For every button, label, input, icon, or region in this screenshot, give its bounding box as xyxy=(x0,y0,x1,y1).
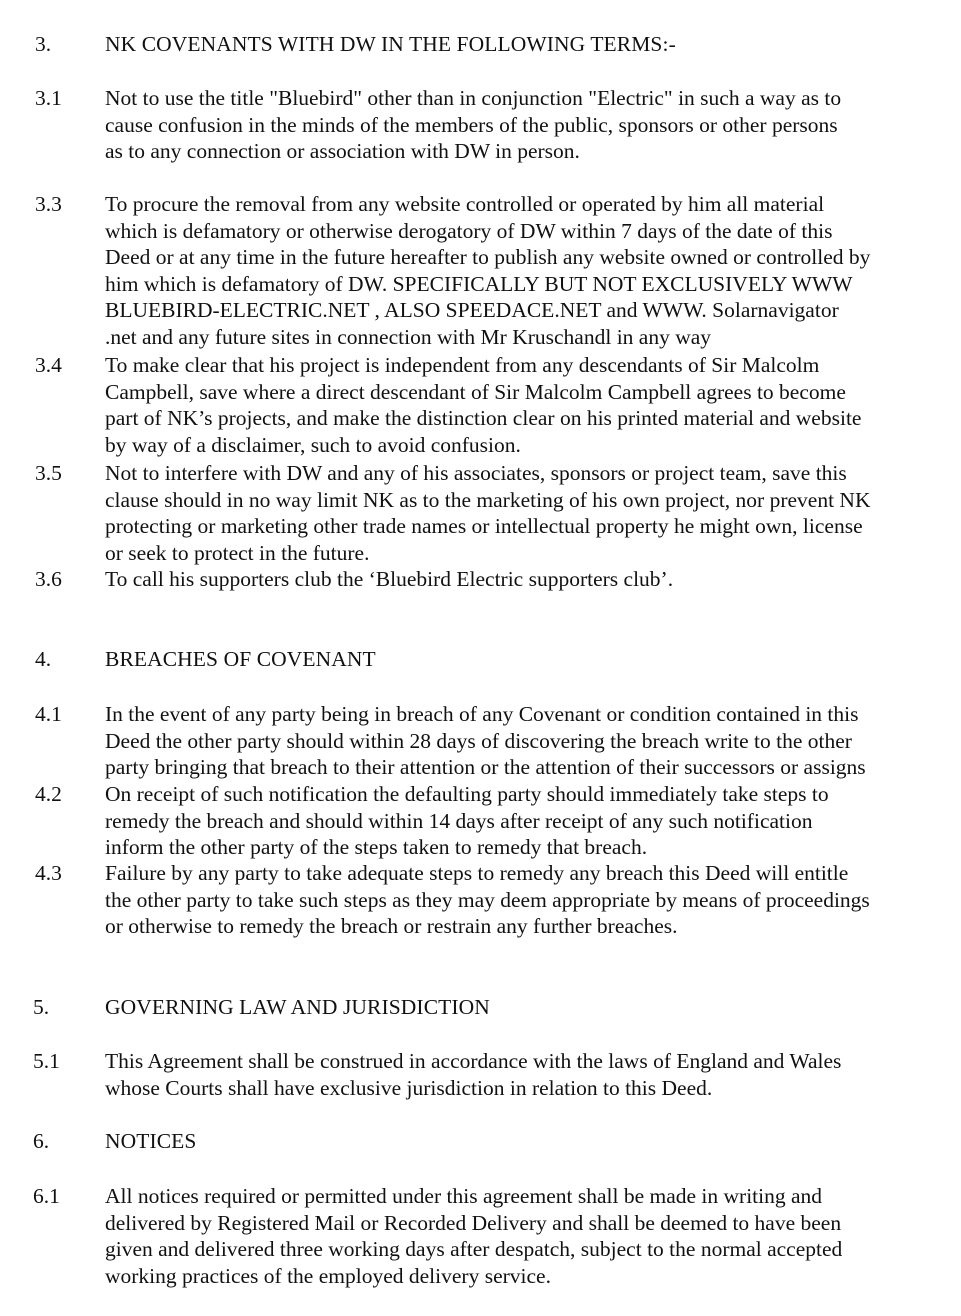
section-number: 4. xyxy=(35,647,52,671)
clause-text xyxy=(105,701,945,781)
clause-line: working practices of the employed delivery service. xyxy=(105,1263,551,1288)
section-title: NK COVENANTS WITH DW IN THE FOLLOWING TERMS:- xyxy=(105,32,676,56)
clause-line: given and delivered three working days after despatch, subject to the normal accepted xyxy=(105,1237,843,1261)
clause-line: Not to interfere with DW and any of his associates, sponsors or project team, save this xyxy=(105,461,847,485)
clause-text xyxy=(105,191,945,350)
clause-line: by way of a disclaimer, such to avoid confusion. xyxy=(105,432,521,457)
clause-number: 3.6 xyxy=(35,567,62,591)
section-title: BREACHES OF COVENANT xyxy=(105,647,376,671)
clause-number: 3.5 xyxy=(35,461,62,485)
section-number: 6. xyxy=(33,1129,50,1153)
clause-line: delivered by Registered Mail or Recorded Delivery and shall be deemed to have been xyxy=(105,1210,842,1235)
clause-line: .net and any future sites in connection with Mr Kruschandl in any way xyxy=(105,324,712,349)
clause-line: In the event of any party being in breach of any Covenant or condition contained in this xyxy=(105,702,859,726)
clause-number: 3.4 xyxy=(35,353,62,377)
clause-line: To make clear that his project is independent from any descendants of Sir Malcolm xyxy=(105,353,820,377)
clause-text xyxy=(105,352,945,458)
clause-number: 3.3 xyxy=(35,192,62,216)
section-title: GOVERNING LAW AND JURISDICTION xyxy=(105,995,490,1019)
clause-line: Not to use the title "Bluebird" other than in conjunction "Electric" in such a way as to xyxy=(105,86,842,110)
clause-text xyxy=(105,1183,945,1289)
clause-line: him which is defamatory of DW. SPECIFICALLY BUT NOT EXCLUSIVELY WWW xyxy=(105,271,853,296)
clause-line: Failure by any party to take adequate steps to remedy any breach this Deed will entitle xyxy=(105,861,849,885)
clause-line: To procure the removal from any website controlled or operated by him all material xyxy=(105,192,825,216)
clause-line: Deed the other party should within 28 days of discovering the breach write to the other xyxy=(105,728,852,753)
clause-number: 4.1 xyxy=(35,702,62,726)
clause-line: Campbell, save where a direct descendant of Sir Malcolm Campbell agrees to become xyxy=(105,379,846,404)
clause-line: cause confusion in the minds of the members of the public, sponsors or other persons xyxy=(105,112,838,137)
clause-number: 4.3 xyxy=(35,861,62,885)
section-title: NOTICES xyxy=(105,1129,197,1153)
clause-number: 4.2 xyxy=(35,782,62,806)
clause-line: part of NK’s projects, and make the distinction clear on his printed material and website xyxy=(105,406,862,430)
clause-line: party bringing that breach to their attention or the attention of their successors or assigns xyxy=(105,755,866,779)
clause-line: remedy the breach and should within 14 days after receipt of any such notification xyxy=(105,808,813,833)
clause-line: Deed or at any time in the future hereafter to publish any website owned or controlled by xyxy=(105,245,871,269)
clause-text xyxy=(105,781,945,861)
clause-text xyxy=(105,85,945,165)
clause-line: To call his supporters club the ‘Bluebird Electric supporters club’. xyxy=(105,567,674,591)
clause-text xyxy=(105,566,945,593)
clause-line: protecting or marketing other trade names or intellectual property he might own, license xyxy=(105,514,863,538)
clause-line: BLUEBIRD-ELECTRIC.NET , ALSO SPEEDACE.NET and WWW. Solarnavigator xyxy=(105,298,839,322)
clause-line: as to any connection or association with DW in person. xyxy=(105,139,580,163)
clause-line: inform the other party of the steps taken to remedy that breach. xyxy=(105,835,648,859)
clause-line: On receipt of such notification the defaulting party should immediately take steps to xyxy=(105,782,829,806)
clause-number: 5.1 xyxy=(33,1049,60,1073)
clause-number: 6.1 xyxy=(33,1184,60,1208)
clause-line: clause should in no way limit NK as to the marketing of his own project, nor prevent NK xyxy=(105,487,871,512)
clause-line: All notices required or permitted under this agreement shall be made in writing and xyxy=(105,1184,823,1208)
clause-line: or otherwise to remedy the breach or restrain any further breaches. xyxy=(105,914,678,938)
section-number: 5. xyxy=(33,995,50,1019)
clause-line: which is defamatory or otherwise derogatory of DW within 7 days of the date of this xyxy=(105,218,833,243)
section-number: 3. xyxy=(35,32,52,56)
clause-text xyxy=(105,860,945,940)
clause-line: This Agreement shall be construed in accordance with the laws of England and Wales xyxy=(105,1049,842,1073)
clause-number: 3.1 xyxy=(35,86,62,110)
clause-text xyxy=(105,1048,945,1101)
clause-line: or seek to protect in the future. xyxy=(105,540,370,565)
clause-text xyxy=(105,460,945,566)
clause-line: the other party to take such steps as they may deem appropriate by means of proceedings xyxy=(105,887,870,912)
clause-line: whose Courts shall have exclusive jurisdiction in relation to this Deed. xyxy=(105,1075,713,1100)
